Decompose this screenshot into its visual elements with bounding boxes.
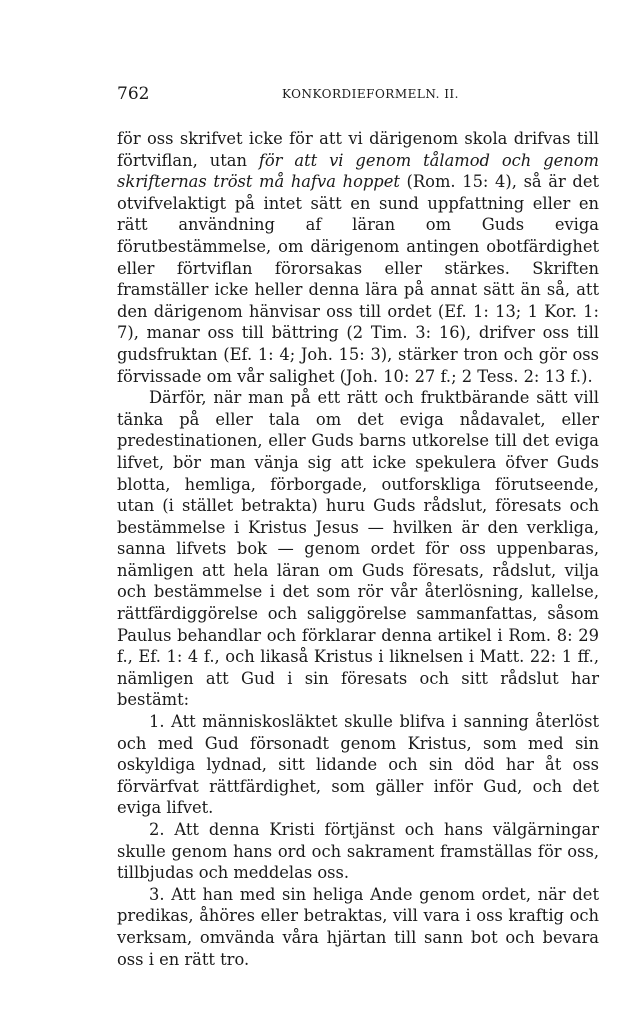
paragraph-5: 3. Att han med sin heliga Ande genom ordet, när det predikas, åhöres eller betraktas, vill vara i oss kraftig och verksam, omvända våra hjärtan till sann bot och bevara oss i en rätt tro.	[117, 884, 599, 969]
running-title: KONKORDIEFORMELN. II.	[282, 87, 459, 101]
paragraph-1-text-c: (Rom. 15: 4), så är det otvifvelaktigt på intet sätt en sund uppfattning eller en rätt användning af läran om Guds eviga förutbestämmelse, om därigenom antingen obotfärdighet eller förtviflan förorsakas eller stärkes. Skriften framställer icke heller denna lära på annat sätt än så, att den därigenom hänvisar oss till ordet (Ef. 1: 13; 1 Kor. 1: 7), manar oss till bättring (2 Tim. 3: 16), drifver oss till gudsfruktan (Ef. 1: 4; Joh. 15: 3), stärker tron och gör oss förvissade om vår salighet (Joh. 10: 27 f.; 2 Tess. 2: 13 f.).	[117, 172, 599, 386]
body-text	[117, 128, 599, 970]
paragraph-4: 2. Att denna Kristi förtjänst och hans välgärningar skulle genom hans ord och sakrament framställas för oss, tillbjudas och meddelas oss.	[117, 820, 599, 883]
paragraph-3: 1. Att människosläktet skulle blifva i sanning återlöst och med Gud försonadt genom Kristus, som med sin oskyldiga lydnad, sitt lidande och sin död har åt oss förvärfvat rättfärdighet, som gäller inför Gud, och det eviga lifvet.	[117, 712, 599, 818]
page-number: 762	[117, 84, 150, 104]
paragraph-1-italic-quote: för att vi genom tålamod och genom skrifternas tröst må hafva hoppet	[117, 150, 599, 192]
paragraph-1-text-a: för oss skrifvet icke för att vi därigenom skola drifvas till förtviflan, utan	[117, 129, 599, 170]
paragraph-2: Därför, när man på ett rätt och fruktbärande sätt vill tänka på eller tala om det eviga nådavalet, eller predestinationen, eller Guds barns utkorelse till det eviga lifvet, bör man vänja sig att icke spekulera öfver Guds blotta, hemliga, förborgade, outforskliga förutseende, utan (i stället betrakta) huru Guds rådslut, föresats och bestämmelse i Kristus Jesus — hvilken är den verkliga, sanna lifvets bok — genom ordet för oss uppenbaras, nämligen att hela läran om Guds föresats, rådslut, vilja och bestämmelse i det som rör vår återlösning, kallelse, rättfärdiggörelse och saliggörelse sammanfattas, såsom Paulus behandlar och förklarar denna artikel i Rom. 8: 29 f., Ef. 1: 4 f., och likaså Kristus i liknelsen i Matt. 22: 1 ff., nämligen att Gud i sin föresats och sitt rådslut har bestämt:	[117, 388, 599, 710]
paragraph-1	[117, 128, 599, 387]
page-header	[117, 84, 599, 106]
